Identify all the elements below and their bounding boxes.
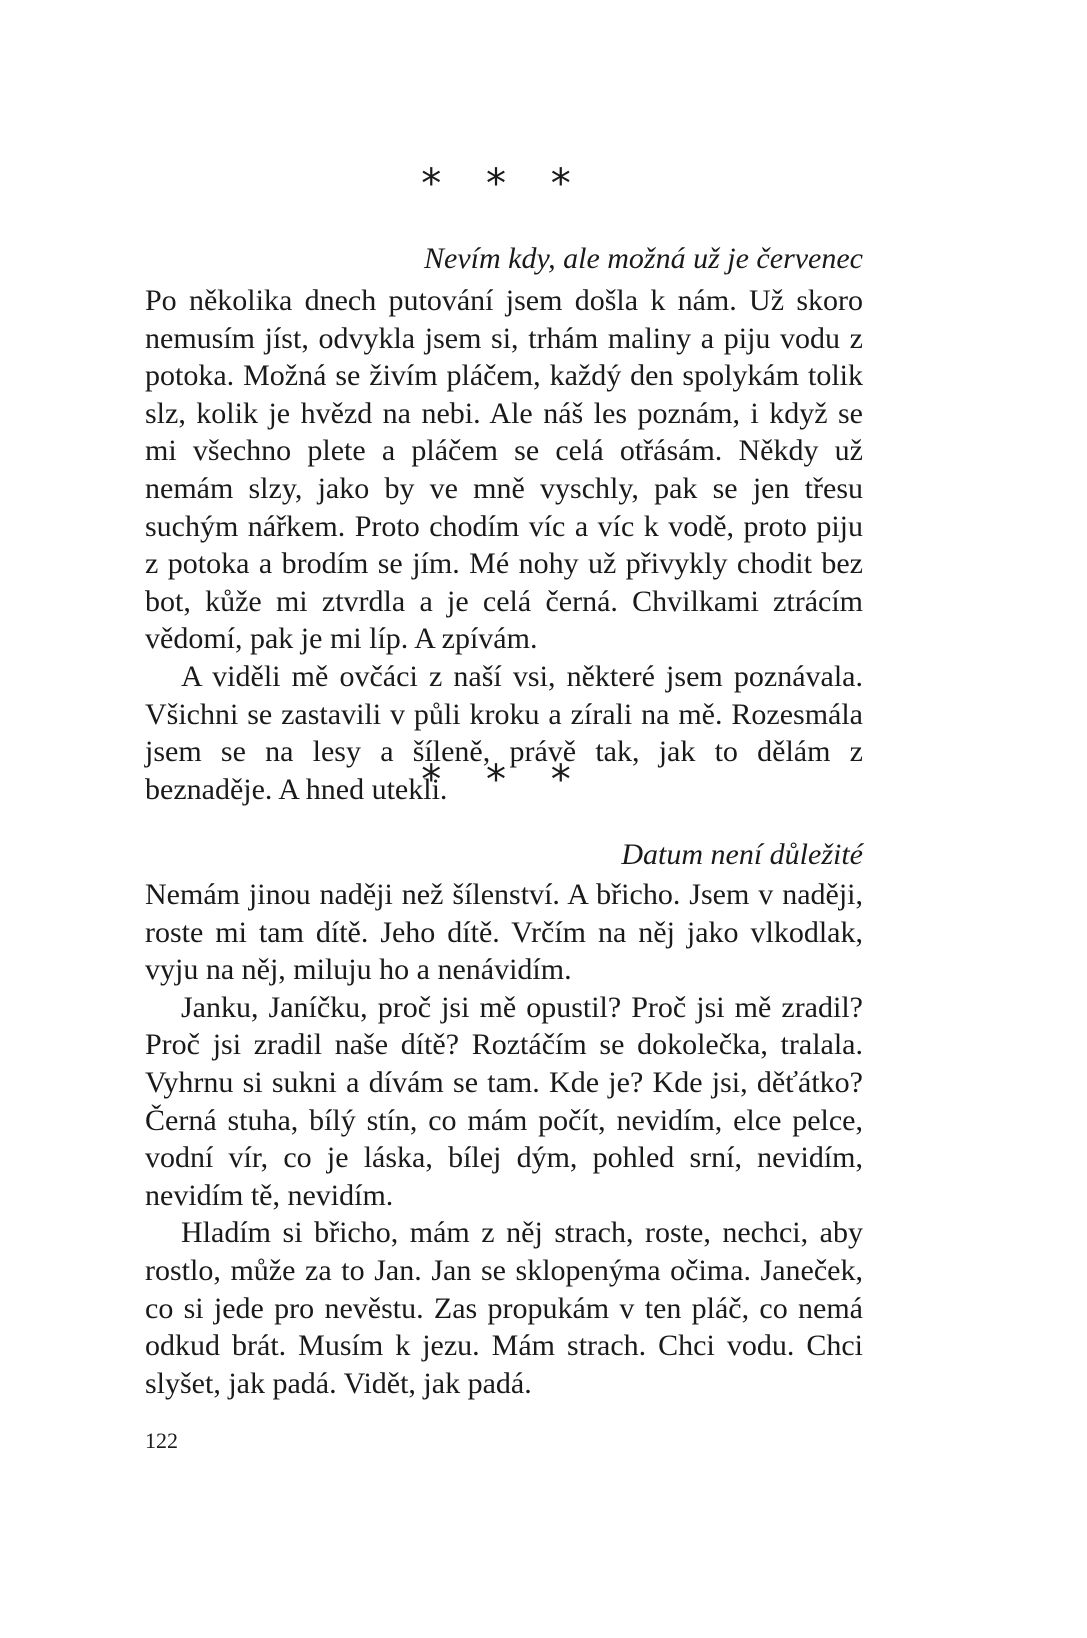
paragraph: Po několika dnech putování jsem došla k nám. Už skoro nemusím jíst, odvykla jsem si, trhám maliny a piju vodu z potoka. Možná se živím pláčem, každý den spolykám tolik slz, kolik je hvězd na nebi. Ale náš les poznám, i když se mi všechno plete a pláčem se celá otřásám. Někdy už nemám slzy, jako by ve mně vyschly, pak se jen třesu suchým nářkem. Proto chodím víc a víc k vodě, proto piju z potoka a brodím se jím. Mé nohy už přivykly chodit bez bot, kůže mi ztvrdla a je celá černá. Chvilkami ztrácím vědomí, pak je mi líp. A zpívám. [145, 284, 863, 656]
paragraph: A viděli mě ovčáci z naší vsi, některé jsem poznávala. Všichni se zastavili v půli kroku a zírali na mě. Rozesmála jsem se na lesy a šíleně, právě tak, jak to dělám z beznaděje. A hned utekli. [145, 659, 863, 806]
paragraph: Janku, Janíčku, proč jsi mě opustil? Proč jsi mě zradil? Proč jsi zradil naše dítě? Roztáčím se dokolečka, tralala. Vyhrnu si sukni a dívám se tam. Kde je? Kde jsi, děťátko? Černá stuha, bílý stín, co mám počít, nevidím, elce pelce, vodní vír, co je láska, bílej dým, pohled srní, nevidím, nevidím tě, nevidím. [145, 990, 863, 1212]
paragraph: Nemám jinou naději než šílenství. A břicho. Jsem v naději, roste mi tam dítě. Jeho dítě. Vrčím na něj jako vlkodlak, vyju na něj, miluju ho a nenávidím. [145, 878, 863, 987]
section-separator: * * * [421, 161, 587, 207]
section-body [145, 282, 863, 808]
page-number: 122 [145, 1428, 178, 1453]
dateline: Datum není důležité [621, 838, 863, 871]
section-body [145, 876, 863, 1402]
book-page [145, 0, 863, 1638]
section-separator: * * * [421, 757, 587, 803]
dateline: Nevím kdy, ale možná už je červenec [424, 242, 863, 275]
paragraph: Hladím si břicho, mám z něj strach, roste, nechci, aby rostlo, může za to Jan. Jan se sklopenýma očima. Janeček, co si jede pro nevěstu. Zas propukám v ten pláč, co nemá odkud brát. Musím k jezu. Mám strach. Chci vodu. Chci slyšet, jak padá. Vidět, jak padá. [145, 1216, 863, 1400]
